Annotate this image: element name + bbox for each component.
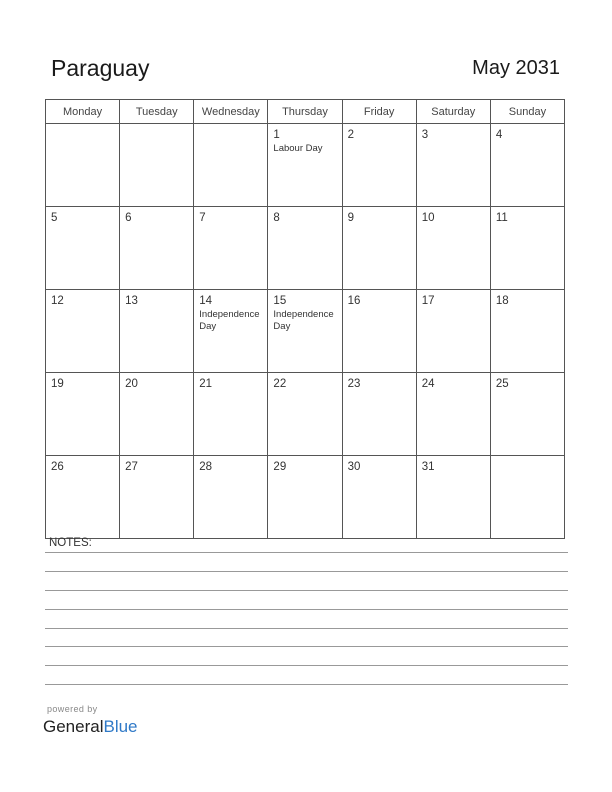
day-number: 16 [347, 295, 361, 307]
holiday-label: Independence Day [273, 309, 334, 332]
week-row [46, 373, 565, 456]
day-cell [194, 207, 268, 290]
day-cell [490, 456, 564, 539]
day-number: 30 [347, 461, 361, 473]
generalblue-logo[interactable] [43, 717, 138, 737]
brand-general: General [43, 717, 104, 736]
day-cell [490, 207, 564, 290]
week-row [46, 124, 565, 207]
day-number: 24 [421, 378, 435, 390]
day-number: 3 [421, 129, 429, 141]
day-cell [342, 124, 416, 207]
day-cell [268, 124, 342, 207]
notes-label: NOTES: [49, 537, 92, 549]
day-number: 18 [495, 295, 509, 307]
day-number: 28 [199, 461, 213, 473]
weekday-monday: Monday [46, 100, 120, 124]
notes-line [45, 590, 568, 591]
month-year-title: May 2031 [472, 57, 560, 79]
day-cell [194, 124, 268, 207]
day-cell [490, 124, 564, 207]
day-cell [120, 290, 194, 373]
weekday-header-row [46, 100, 565, 124]
day-number: 20 [125, 378, 138, 390]
calendar-body [46, 124, 565, 539]
day-number: 23 [347, 378, 361, 390]
week-row [46, 290, 565, 373]
day-number: 15 [273, 295, 287, 307]
day-cell [342, 207, 416, 290]
day-number: 10 [421, 212, 435, 224]
day-cell [342, 290, 416, 373]
week-row [46, 207, 565, 290]
day-cell [268, 456, 342, 539]
day-number: 17 [421, 295, 435, 307]
notes-line [45, 552, 568, 553]
weekday-friday: Friday [342, 100, 416, 124]
day-number: 31 [421, 461, 435, 473]
day-cell [120, 373, 194, 456]
day-cell [490, 373, 564, 456]
weekday-tuesday: Tuesday [120, 100, 194, 124]
day-cell [46, 124, 120, 207]
notes-line [45, 646, 568, 647]
country-title: Paraguay [51, 55, 150, 81]
day-number: 27 [125, 461, 138, 473]
weekday-sunday: Sunday [490, 100, 564, 124]
day-cell [46, 456, 120, 539]
notes-line [45, 684, 568, 685]
day-cell [194, 290, 268, 373]
day-number: 9 [347, 212, 354, 224]
day-number: 5 [51, 212, 58, 224]
day-number: 29 [273, 461, 287, 473]
day-cell [120, 207, 194, 290]
day-cell [416, 373, 490, 456]
day-cell [46, 373, 120, 456]
day-number: 2 [347, 129, 354, 141]
day-cell [342, 456, 416, 539]
day-cell [194, 373, 268, 456]
notes-line [45, 628, 568, 629]
weekday-wednesday: Wednesday [194, 100, 268, 124]
notes-line [45, 571, 568, 572]
weekday-thursday: Thursday [268, 100, 342, 124]
calendar-grid [45, 99, 565, 539]
day-number: 25 [495, 378, 509, 390]
day-number: 8 [273, 212, 280, 224]
week-row [46, 456, 565, 539]
day-cell [342, 373, 416, 456]
day-number: 12 [51, 295, 64, 307]
day-cell [46, 290, 120, 373]
holiday-label: Labour Day [273, 143, 323, 154]
day-cell [120, 124, 194, 207]
day-number: 19 [51, 378, 64, 390]
day-cell [46, 207, 120, 290]
day-number: 14 [199, 295, 213, 307]
day-cell [268, 290, 342, 373]
holiday-label: Independence Day [199, 309, 260, 332]
day-number: 22 [273, 378, 287, 390]
day-cell [416, 207, 490, 290]
notes-line [45, 609, 568, 610]
weekday-saturday: Saturday [416, 100, 490, 124]
day-cell [268, 373, 342, 456]
day-number: 4 [495, 129, 503, 141]
day-number: 6 [125, 212, 132, 224]
day-number: 26 [51, 461, 64, 473]
powered-by-text: powered by [47, 704, 98, 714]
day-number: 7 [199, 212, 206, 224]
day-cell [120, 456, 194, 539]
day-cell [194, 456, 268, 539]
day-number: 13 [125, 295, 138, 307]
day-number: 1 [273, 129, 280, 141]
day-cell [268, 207, 342, 290]
day-number: 11 [495, 212, 508, 224]
day-cell [416, 290, 490, 373]
day-number: 21 [199, 378, 213, 390]
day-cell [416, 124, 490, 207]
brand-blue: Blue [103, 717, 138, 736]
notes-line [45, 665, 568, 666]
day-cell [416, 456, 490, 539]
day-cell [490, 290, 564, 373]
